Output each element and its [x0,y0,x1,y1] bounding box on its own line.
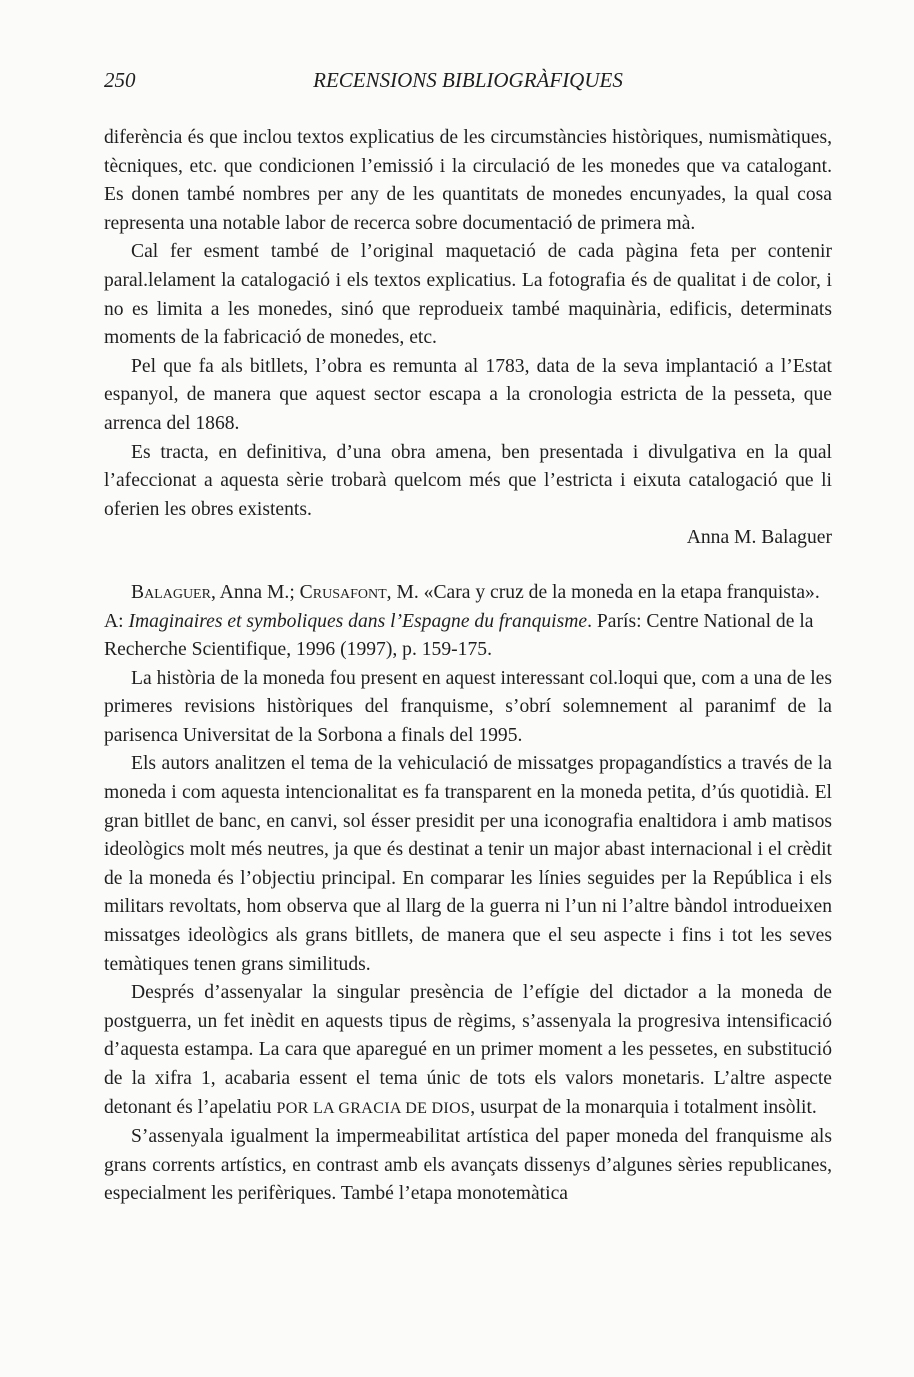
ref-author-2: Crusafont [299,581,387,603]
running-title: RECENSIONS BIBLIOGRÀFIQUES [313,68,623,92]
review2-paragraph-text: Després d’assenyalar la singular presència de l’efígie del dictador a la moneda de postguerra, un fet inèdit en aquests tipus de règims, s’assenyala la progresiva intensificació d’aquesta estampa. La cara que aparegué en un primer moment a les pessetes, en substitució de la xifra 1, acabaria essent el tema únic de tots els valors monetaris. L’altre aspecte detonant és l’apelatiu [104,982,832,1118]
page-header [104,68,832,102]
review2-paragraph: Els autors analitzen el tema de la vehiculació de missatges propagandístics a través de la moneda i com aquesta intencionalitat es fa transparent en la moneda petita, d’ús quotidià. El gran bitllet de banc, en canvi, sol ésser presidit per una iconografia enaltidora i amb matisos ideològics molt més neutres, ja que és destinat a tenir un major abast internacional i el crèdit de la moneda és l’objectiu principal. En comparar les línies seguides per la República i els militars revoltats, hom observa que al llarg de la guerra ni l’un ni l’altre bàndol introdueixen missatges ideològics als grans bitllets, de manera que el seu aspecte i fins i tot les seves temàtiques tenen grans similituds. [104,753,832,975]
page-body [104,124,832,1209]
motto: POR LA GRACIA DE DIOS [276,1099,471,1117]
review2-paragraph: La història de la moneda fou present en aquest interessant col.loqui que, com a una de les primeres revisions històriques del franquisme, s’obrí solemnement al paranimf de la parisenca Universitat de la Sorbona a finals del 1995. [104,667,832,746]
ref-author-1: Balaguer [131,581,211,603]
review2-reference [104,579,832,665]
review1-paragraph: Es tracta, en definitiva, d’una obra amena, ben presentada i divulgativa en la qual l’afeccionat a aquesta sèrie trobarà quelcom més que l’estricta i eixuta catalogació que li oferien les obres existents. [104,441,832,520]
ref-author-1-given: , Anna M.; [210,581,300,603]
section-gap [104,553,832,579]
review2-paragraph-text: , usurpat de la monarquia i totalment insòlit. [470,1096,817,1118]
review1-paragraph: diferència és que inclou textos explicatius de les circumstàncies històriques, numismàtiques, tècniques, etc. que condicionen l’emissió i la circulació de les monedes que va catalogant. Es donen també nombres per any de les quantitats de monedes encunyades, la qual cosa representa una notable labor de recerca sobre documentació de primera mà. [104,127,832,234]
review1-paragraph: Pel que fa als bitllets, l’obra es remunta al 1783, data de la seva implantació a l’Estat espanyol, de manera que aquest sector escapa a la cronologia estricta de la pesseta, que arrenca del 1868. [104,355,832,434]
review2-paragraph [104,979,832,1123]
ref-publication: . París: Centre National de la Recherche Scientifique, 1996 (1997), p. 159-175. [104,610,814,661]
review1-signature: Anna M. Balaguer [686,527,832,549]
page-number: 250 [104,68,136,92]
review2-paragraph: S’assenyala igualment la impermeabilitat artística del paper moneda del franquisme als grans corrents artístics, en contrast amb els avançats dissenys d’algunes sèries republicanes, especialment les perifèriques. També l’etapa monotemàtica [104,1126,832,1205]
ref-book-title: Imaginaires et symboliques dans l’Espagne du franquisme [128,610,588,632]
ref-author-2-given: , M. «Cara y cruz de la moneda en la etapa franquista». A: [104,581,820,632]
review1-paragraph: Cal fer esment també de l’original maquetació de cada pàgina feta per contenir paral.lelament la catalogació i els textos explicatius. La fotografia és de qualitat i de color, i no es limita a les monedes, sinó que reprodueix també maquinària, edificis, determinats moments de la fabricació de monedes, etc. [104,241,832,349]
